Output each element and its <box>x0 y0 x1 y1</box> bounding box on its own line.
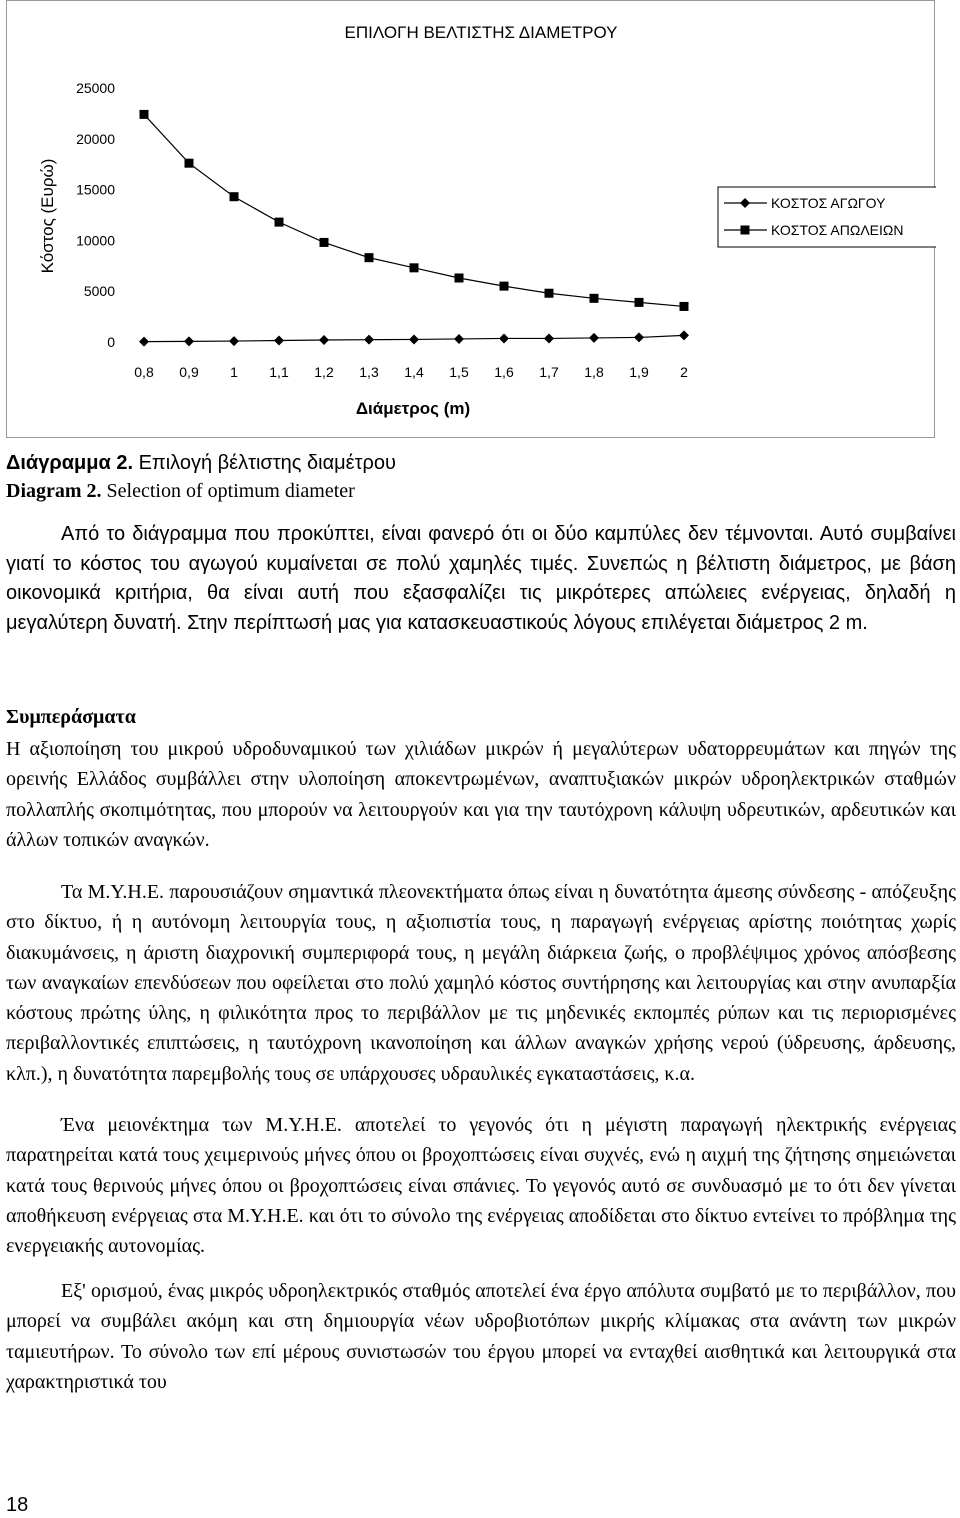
square-point <box>590 294 599 303</box>
square-point <box>230 192 239 201</box>
diamond-point <box>589 333 599 343</box>
cost-chart <box>7 1 936 439</box>
square-point <box>410 263 419 272</box>
legend-label: ΚΟΣΤΟΣ ΑΠΩΛΕΙΩΝ <box>771 222 904 238</box>
caption-english-label: Diagram 2. <box>6 480 102 502</box>
legend-marker <box>741 226 750 235</box>
diamond-point <box>409 334 419 344</box>
x-tick-label: 1,9 <box>629 364 649 380</box>
y-axis-ticks <box>76 80 115 350</box>
x-axis-ticks <box>134 364 688 380</box>
conclusions-paragraph-3: Ένα μειονέκτημα των Μ.Υ.Η.Ε. αποτελεί το γεγονός ότι η μέγιστη παραγωγή ηλεκτρικής ενέργειας παρατηρείται κατά τους χειμερινούς μήνες όπου οι βροχοπτώσεις είναι συχνές, ενώ η αιχμή της ζήτησης σημειώνεται κατά τους θερινούς μήνες όπου οι βροχοπτώσεις είναι σπάνιες. Το γεγονός αυτό σε συνδυασμό με το ότι δεν γίνεται αποθήκευση ενέργειας στα Μ.Υ.Η.Ε. και ότι το σύνολο της ενέργειας αποδίδεται στο δίκτυο εντείνει το πρόβλημα της ενεργειακής αυτονομίας. <box>6 1114 956 1258</box>
series-1 <box>139 330 689 346</box>
square-point <box>185 159 194 168</box>
y-tick-label: 15000 <box>76 181 115 198</box>
x-tick-label: 1,6 <box>494 364 514 380</box>
y-tick-label: 20000 <box>76 130 115 147</box>
page-number: 18 <box>6 1494 29 1516</box>
y-tick-label: 5000 <box>83 283 115 300</box>
square-point <box>320 238 329 247</box>
caption-greek-text: Επιλογή βέλτιστης διαμέτρου <box>133 452 396 474</box>
diamond-point <box>229 336 239 346</box>
x-tick-label: 1,8 <box>584 364 604 380</box>
chart-title: ΕΠΙΛΟΓΗ ΒΕΛΤΙΣΤΗΣ ΔΙΑΜΕΤΡΟΥ <box>344 23 618 42</box>
caption-english-text: Selection of optimum diameter <box>101 480 355 502</box>
x-tick-label: 1,3 <box>359 364 379 380</box>
square-point <box>275 218 284 227</box>
conclusions-paragraph-2: Τα Μ.Υ.Η.Ε. παρουσιάζουν σημαντικά πλεονεκτήματα όπως είναι η δυνατότητα άμεσης σύνδεσης - απόζευξης στο δίκτυο, ή η αυτόνομη λειτουργία τους, η αξιοπιστία τους, η παραγωγή ενέργειας αρίστης ποιότητας χωρίς διακυμάνσεις, η άριστη διαχρονική συμπεριφορά τους, η μεγάλη διάρκεια ζωής, ο προβλέψιμος χρόνος απόσβεσης των αναγκαίων επενδύσεων που οφείλεται στο πολύ χαμηλό κόστος συντήρησης και λειτουργίας και στην ανυπαρξία κόστους πρώτης ύλης, η φιλικότητα προς το περιβάλλον με τις μηδενικές εκπομπές ρύπων και τις περιορισμένες περιβαλλοντικές επιπτώσεις, η ταυτόχρονη ικανοποίηση και άλλων αναγκών χρήσης νερού (ύδρευσης, άρδευσης, κλπ.), η δυνατότητα παρεμβολής τους σε υπάρχουσες υδραυλικές εγκαταστάσεις, κ.α. <box>6 881 956 1085</box>
x-tick-label: 1,5 <box>449 364 469 380</box>
y-tick-label: 25000 <box>76 80 115 96</box>
y-tick-label: 10000 <box>76 232 115 249</box>
series-layer <box>139 110 689 347</box>
square-point <box>365 253 374 262</box>
figure-caption-greek <box>6 452 396 475</box>
y-tick-label: 0 <box>107 334 115 350</box>
series-2 <box>140 110 689 311</box>
diamond-point <box>634 332 644 342</box>
diamond-point <box>274 335 284 345</box>
x-tick-label: 1,1 <box>269 364 289 380</box>
y-axis-label: Κόστος (Ευρώ) <box>38 158 57 274</box>
x-tick-label: 1,2 <box>314 364 334 380</box>
figure-caption-english <box>6 480 355 503</box>
square-point <box>455 273 464 282</box>
diamond-point <box>364 335 374 345</box>
caption-greek-label: Διάγραμμα 2. <box>6 452 134 474</box>
x-axis-label: Διάμετρος (m) <box>355 399 471 418</box>
legend-label: ΚΟΣΤΟΣ ΑΓΩΓΟΥ <box>771 195 886 211</box>
diamond-point <box>139 337 149 347</box>
conclusions-paragraph-1: Η αξιοποίηση του μικρού υδροδυναμικού των χιλιάδων μικρών ή μεγαλύτερων υδατορρευμάτων και πηγών της ορεινής Ελλάδος συμβάλλει στην υλοποίηση αποκεντρωμένων, αναπτυξιακών μικρών υδροηλεκτρικών σταθμών πολλαπλής σκοπιμότητας, που μπορούν να λειτουργούν και για την ταυτόχρονη κάλυψη υδρευτικών, αρδευτικών και άλλων τοπικών αναγκών. <box>6 738 956 851</box>
diamond-point <box>499 333 509 343</box>
conclusions-heading: Συμπεράσματα <box>6 706 136 728</box>
square-point <box>545 289 554 298</box>
square-point <box>140 110 149 119</box>
x-tick-label: 0,9 <box>179 364 199 380</box>
x-tick-label: 0,8 <box>134 364 154 380</box>
diamond-point <box>319 335 329 345</box>
x-tick-label: 1,7 <box>539 364 559 380</box>
intro-paragraph: Από το διάγραμμα που προκύπτει, είναι φανερό ότι οι δύο καμπύλες δεν τέμνονται. Αυτό συμβαίνει γιατί το κόστος του αγωγού κυμαίνεται σε πολύ χαμηλές τιμές. Συνεπώς η βέλτιστη διάμετρος, με βάση οικονομικά κριτήρια, θα είναι αυτή που εξασφαλίζει τις μικρότερες απώλειες ενέργειας, δηλαδή η μεγαλύτερη δυνατή. Στην περίπτωσή μας για κατασκευαστικούς λόγους επιλέγεται διάμετρος 2 m. <box>6 523 956 634</box>
x-tick-label: 1,4 <box>404 364 424 380</box>
diamond-point <box>544 333 554 343</box>
diamond-point <box>454 334 464 344</box>
square-point <box>500 282 509 291</box>
legend <box>718 187 936 247</box>
series-line <box>144 114 684 306</box>
square-point <box>635 298 644 307</box>
x-tick-label: 1 <box>230 364 238 380</box>
diamond-point <box>679 330 689 340</box>
square-point <box>680 302 689 311</box>
diamond-point <box>184 336 194 346</box>
x-tick-label: 2 <box>680 364 688 380</box>
chart-frame <box>6 0 935 438</box>
conclusions-paragraph-4: Εξ' ορισμού, ένας μικρός υδροηλεκτρικός σταθμός αποτελεί ένα έργο απόλυτα συμβατό με το περιβάλλον, που μπορεί να συμβάλει ακόμη και στη δημιουργία νέων υδροβιοτόπων μικρής κλίμακας στα ανάντη των μικρών ταμιευτήρων. Το σύνολο των επί μέρους συνιστωσών του έργου μπορεί να ενταχθεί αισθητικά και λειτουργικά στα χαρακτηριστικά του <box>6 1280 956 1393</box>
